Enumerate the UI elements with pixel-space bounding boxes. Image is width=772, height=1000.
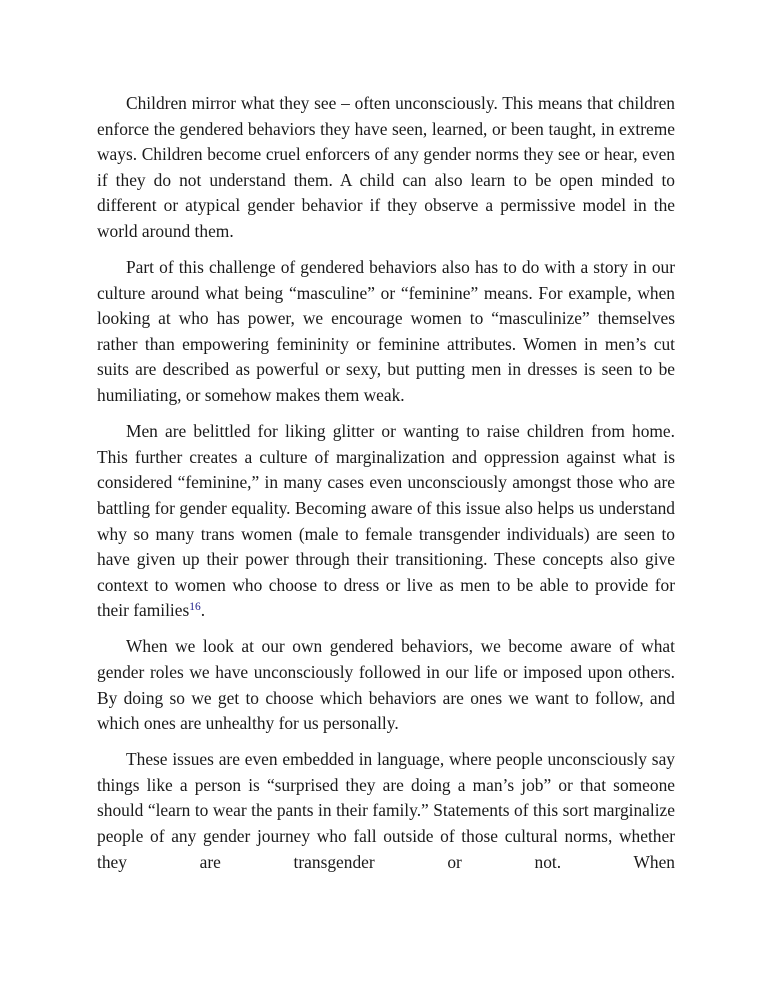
- paragraph-1-text: Children mirror what they see – often unconsciously. This means that children enforce the gendered behaviors they have seen, learned, or been taught, in extreme ways. Children become cruel enforcers of any gender norms they see or hear, even if they do not understand them. A child can also learn to be open minded to different or atypical gender behavior if they observe a permissive model in the world around them.: [97, 93, 675, 241]
- paragraph-2: [97, 255, 675, 409]
- paragraph-4: [97, 634, 675, 736]
- paragraph-3-text: Men are belittled for liking glitter or wanting to raise children from home. This further creates a culture of marginalization and oppression against what is considered “feminine,” in many cases even unconsciously amongst those who are battling for gender equality. Becoming aware of this issue also helps us understand why so many trans women (male to female transgender individuals) are seen to have given up their power through their transitioning. These concepts also give context to women who choose to dress or live as men to be able to provide for their families: [97, 421, 675, 621]
- paragraph-5-text: These issues are even embedded in language, where people unconsciously say things like a person is “surprised they are doing a man’s job” or that someone should “learn to wear the pants in their family.” Statements of this sort marginalize people of any gender journey who fall outside of those cultural norms, whether they are transgender or not. When: [97, 749, 675, 872]
- paragraph-3: [97, 419, 675, 624]
- page-body: [97, 91, 675, 886]
- paragraph-5: [97, 747, 675, 875]
- footnote-reference-link[interactable]: 16: [189, 601, 201, 614]
- paragraph-4-text: When we look at our own gendered behaviors, we become aware of what gender roles we have unconsciously followed in our life or imposed upon others. By doing so we get to choose which behaviors are ones we want to follow, and which ones are unhealthy for us personally.: [97, 636, 675, 734]
- paragraph-2-text: Part of this challenge of gendered behaviors also has to do with a story in our culture around what being “masculine” or “feminine” means. For example, when looking at who has power, we encourage women to “masculinize” themselves rather than empowering femininity or feminine attributes. Women in men’s cut suits are described as powerful or sexy, but putting men in dresses is seen to be humiliating, or somehow makes them weak.: [97, 257, 675, 406]
- paragraph-1: [97, 91, 675, 245]
- paragraph-3-end: .: [200, 600, 206, 621]
